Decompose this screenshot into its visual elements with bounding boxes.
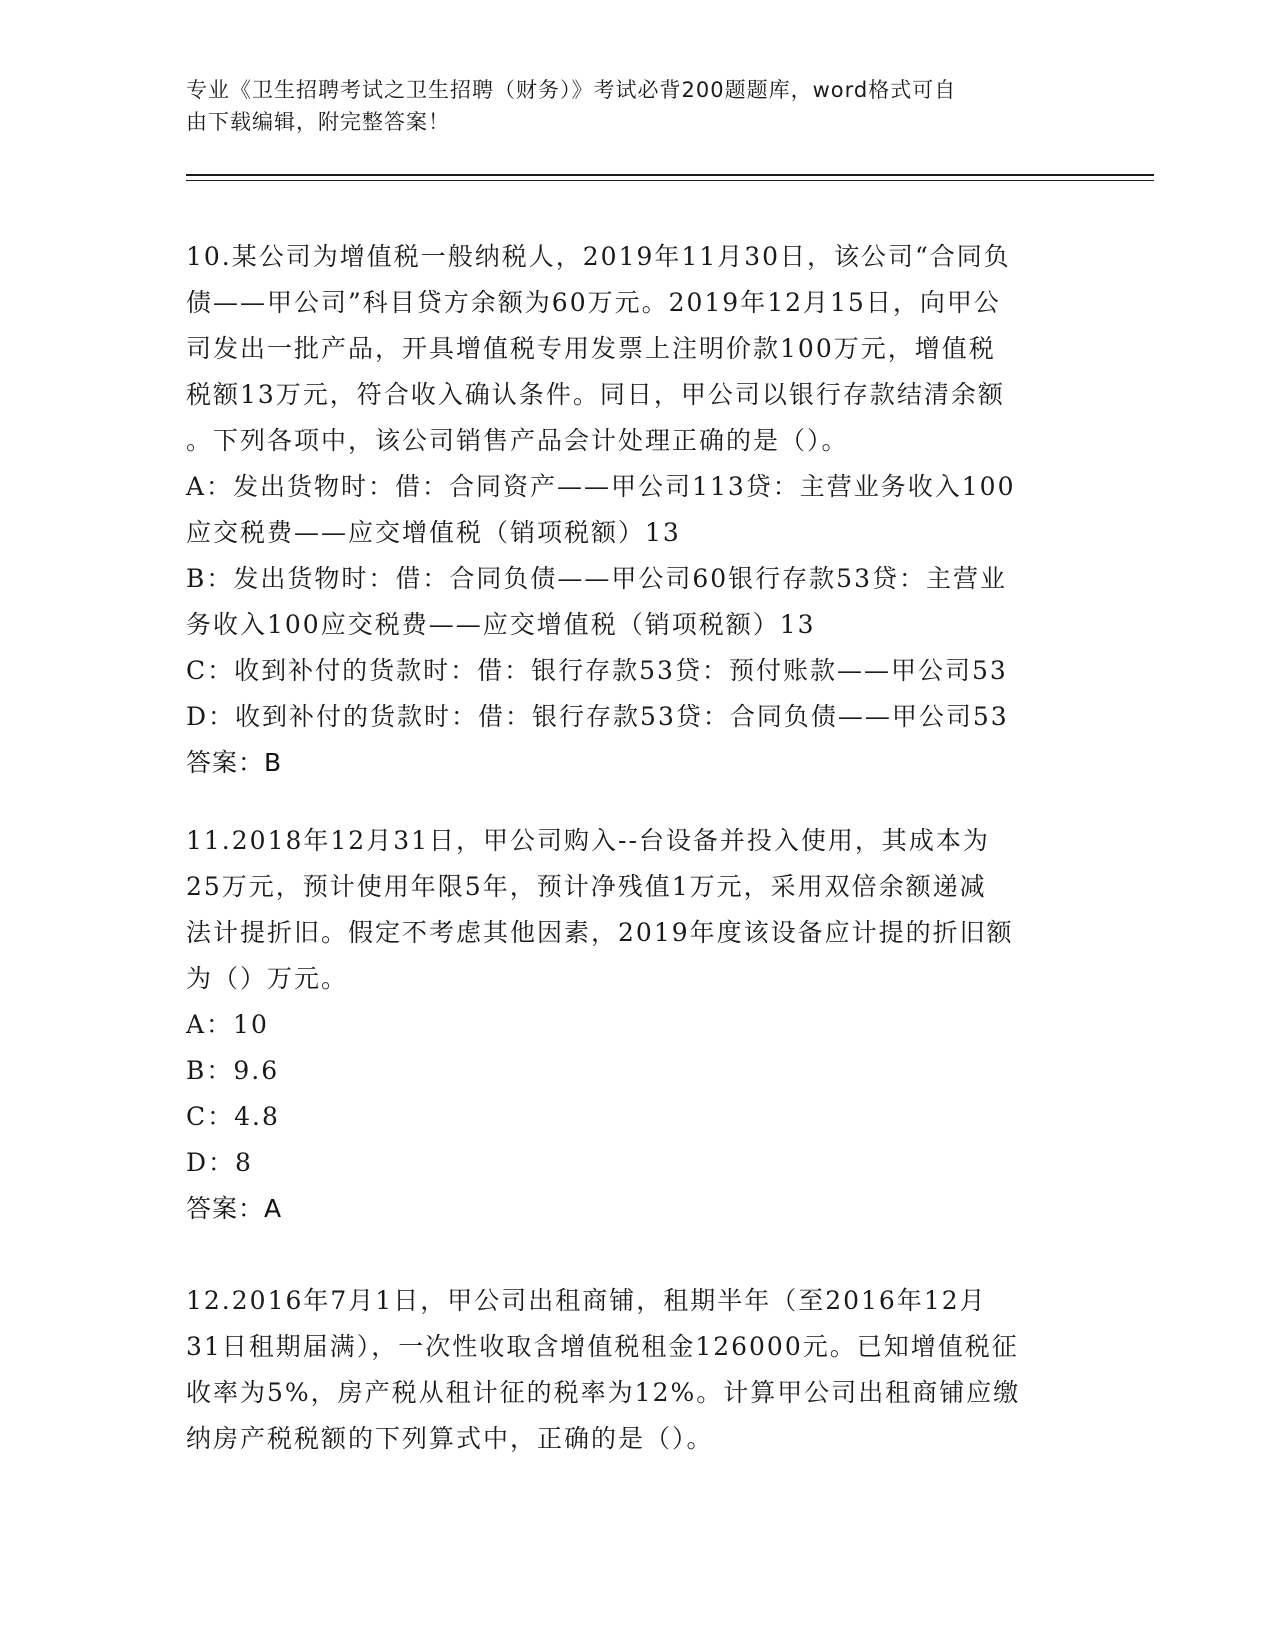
document-header <box>186 74 1066 138</box>
question-stem-line: 25万元，预计使用年限5年，预计净残值1万元，采用双倍余额递减 <box>186 872 987 901</box>
header-title-line-1: 专业《卫生招聘考试之卫生招聘（财务）》考试必背200题题库，word格式可自 <box>186 78 957 102</box>
question-stem-line: 收率为5%，房产税从租计征的税率为12%。计算甲公司出租商铺应缴 <box>186 1378 1021 1407</box>
option-a-line: A：发出货物时：借：合同资产——甲公司113贷：主营业务收入100 <box>186 472 1016 501</box>
question-stem-line: 12.2016年7月1日，甲公司出租商铺，租期半年（至2016年12月 <box>186 1286 987 1315</box>
question-stem-line: 债——甲公司”科目贷方余额为60万元。2019年12月15日，向甲公 <box>186 288 1001 317</box>
option-b-line: B：发出货物时：借：合同负债——甲公司60银行存款53贷：主营业 <box>186 564 1007 593</box>
question-stem-line: 为（）万元。 <box>186 964 349 993</box>
answer-line: 答案：B <box>186 748 283 777</box>
option-a-line: A：10 <box>186 1010 269 1039</box>
option-b-line: 务收入100应交税费——应交增值税（销项税额）13 <box>186 610 816 639</box>
option-d-line: D：8 <box>186 1148 253 1177</box>
question-11 <box>186 818 1086 1232</box>
header-divider-thin <box>186 180 1154 181</box>
option-d-line: D：收到补付的货款时：借：银行存款53贷：合同负债——甲公司53 <box>186 702 1009 731</box>
option-b-line: B：9.6 <box>186 1056 280 1085</box>
question-stem-line: 11.2018年12月31日，甲公司购入--台设备并投入使用，其成本为 <box>186 826 990 855</box>
header-title-line-2: 由下载编辑，附完整答案！ <box>186 110 450 134</box>
option-c-line: C：4.8 <box>186 1102 280 1131</box>
question-stem-line: 法计提折旧。假定不考虑其他因素，2019年度该设备应计提的折旧额 <box>186 918 1014 947</box>
option-a-line: 应交税费——应交增值税（销项税额）13 <box>186 518 681 547</box>
question-stem-line: 税额13万元，符合收入确认条件。同日，甲公司以银行存款结清余额 <box>186 380 1005 409</box>
option-c-line: C：收到补付的货款时：借：银行存款53贷：预付账款——甲公司53 <box>186 656 1008 685</box>
question-stem-line: 31日租期届满），一次性收取含增值税租金126000元。已知增值税征 <box>186 1332 1019 1361</box>
question-stem-line: 纳房产税税额的下列算式中，正确的是（）。 <box>186 1424 714 1453</box>
question-stem-line: 10.某公司为增值税一般纳税人，2019年11月30日，该公司“合同负 <box>186 242 1011 271</box>
answer-line: 答案：A <box>186 1194 283 1223</box>
header-divider-thick <box>186 174 1154 176</box>
question-stem-line: 司发出一批产品，开具增值税专用发票上注明价款100万元，增值税 <box>186 334 996 363</box>
question-10 <box>186 234 1086 786</box>
question-12 <box>186 1278 1086 1462</box>
question-stem-line: 。下列各项中，该公司销售产品会计处理正确的是（）。 <box>186 426 849 455</box>
